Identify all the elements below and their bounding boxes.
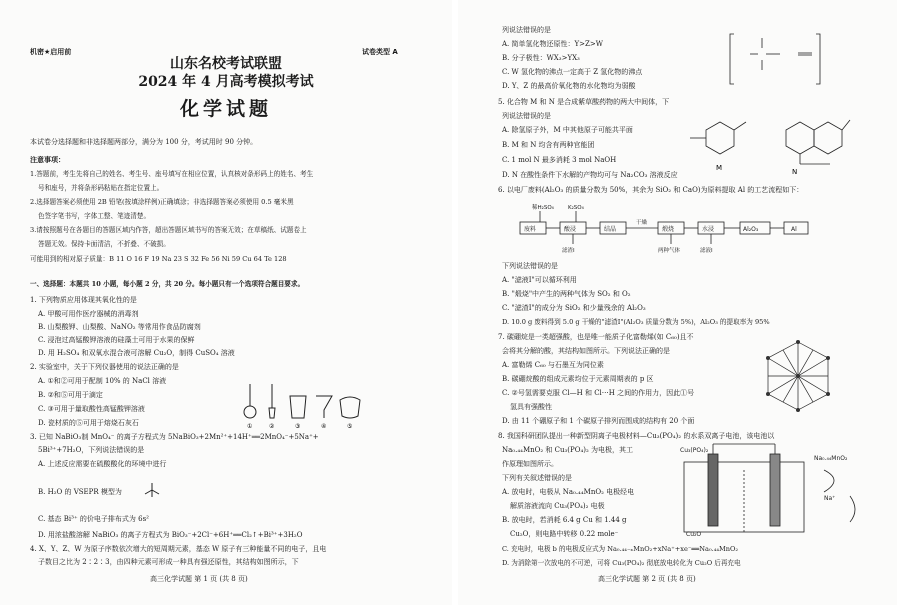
q4-structure-diagram <box>728 30 828 88</box>
q4-option-a: A. 简单氢化物还原性：Y>Z>W <box>502 40 603 48</box>
apparatus-label: ③ <box>295 423 301 430</box>
q2-option-b: B. ②和⑤可用于滴定 <box>38 391 103 399</box>
confidential-label: 机密★启用前 <box>30 48 72 56</box>
page-footer: 高三化学试题 第 2 页 (共 8 页) <box>598 575 696 583</box>
q5-option-b: B. M 和 N 均含有两种官能团 <box>502 141 595 149</box>
q5-option-c: C. 1 mol N 最多消耗 3 mol NaOH <box>502 156 617 164</box>
q7-option-c-cont: 氢具有强酸性 <box>510 403 552 411</box>
battery-label-cu2o: Cu₂O <box>686 531 702 538</box>
q6-option-d: D. 10.0 g 废料得到 5.0 g 干燥的"滤渣Ⅰ"(Al₂O₃ 质量分数为 5%)，Al₂O₃ 的提取率为 95% <box>502 318 770 326</box>
flow-label-dry: 干燥 <box>636 220 648 226</box>
q7-stem-cont: 会将其分解的酸，其结构如图所示。下列说法正确的是 <box>502 347 670 355</box>
q5-option-d: D. N 在酸性条件下水解的产物均可与 Na₂CO₃ 溶液反应 <box>502 171 678 179</box>
carborane-structure-diagram <box>758 336 838 416</box>
flow-output-residue: 滤渣Ⅰ <box>562 248 575 254</box>
q1-option-c: C. 浸泡过高锰酸钾溶液的硅藻土可用于水果的保鲜 <box>38 336 195 344</box>
battery-label-anode: Na₀.₄₄MnO₂ <box>814 455 848 462</box>
lab-apparatus-figure <box>238 382 368 430</box>
q2-option-c: C. ③可用于量取酸性高锰酸钾溶液 <box>38 405 145 413</box>
notice-title: 注意事项： <box>30 155 65 164</box>
q8-option-a: A. 放电时，电极从 Na₀.₄₄MnO₂ 电极经电 <box>502 488 635 496</box>
intro-text: 本试卷分选择题和非选择题两部分，满分为 100 分，考试用时 90 分钟。 <box>30 138 258 146</box>
question-7-stem: 7. 碳硼烷是一类超强酸，也是唯一能质子化富勒烯(如 C₆₀)且不 <box>498 333 694 341</box>
section-heading: 一、选择题：本题共 10 小题，每小题 2 分，共 20 分。每小题只有一个选项符合题目要求。 <box>30 280 305 288</box>
atomic-mass-line: 可能用到的相对原子质量：B 11 O 16 F 19 Na 23 S 32 Fe 56 Ni 59 Cu 64 Te 128 <box>30 255 287 263</box>
q1-option-b: B. 山梨酸钾、山梨酸、NaNO₂ 等常用作食品防腐剂 <box>38 323 201 331</box>
battery-label-ion: Na⁺ <box>824 495 836 502</box>
question-8-stem: 8. 我国科研团队提出一种新型阴离子电极材料—Cu₃(PO₄)₂ 的水系双离子电池，该电池以 <box>498 432 775 440</box>
q1-option-a: A. 甲酸可用作医疗器械的消毒剂 <box>38 310 139 318</box>
q4-stem-cont: 子数目之比为 2∶2∶3，由四种元素可形成一种具有强还原性，其结构如图所示，下 <box>38 558 299 566</box>
flow-box-waste: 废料 <box>524 226 537 233</box>
flow-box-aluminum: Al <box>791 226 797 233</box>
flow-box-alumina: Al₂O₃ <box>743 226 759 233</box>
q4-option-d: D. Y、Z 的最高价氧化物的水化物均为弱酸 <box>502 82 636 90</box>
q5-stem-cont: 列说法错误的是 <box>502 112 551 120</box>
q8-stem-cont: Na₀.₄₄MnO₂ 和 Cu₃(PO₄)₂ 为电极，其工 <box>502 446 634 454</box>
compound-m-label: M <box>716 164 723 172</box>
q3-option-b: B. H₂O 的 VSEPR 模型为 <box>38 488 122 496</box>
notice-line: 1.答题前，考生先将自己的姓名、考生号、座号填写在相应位置，认真核对条形码上的姓名、考生 <box>30 170 314 178</box>
question-5-stem: 5. 化合物 M 和 N 是合成紫草酸药物的两大中间体，下 <box>498 98 670 106</box>
q7-option-d: D. 由 11 个硼原子和 1 个碳原子排列而围成的结构有 20 个面 <box>502 417 695 425</box>
notice-line: 号和座号，并将条形码粘贴在指定位置上。 <box>38 184 164 192</box>
apparatus-label: ① <box>247 423 253 430</box>
q8-option-b-cont: Cu₂O，则电路中转移 0.22 mole⁻ <box>510 530 619 538</box>
q7-option-c: C. ②号氢需要克服 Cl—H 和 Cl⋯H 之间的作用力，因此①号 <box>502 389 695 397</box>
flow-box-acid-leach: 酸浸 <box>564 226 577 233</box>
q8-option-d: D. 为消除第一次放电的不可逆，可将 Cu₃(PO₄)₂ 彻底放电转化为 Cu₂O 后再充电 <box>502 559 741 567</box>
apparatus-label: ④ <box>321 423 327 430</box>
compound-m-n-structures <box>680 108 870 176</box>
q8-option-a-cont: 解质溶液流向 Cu₃(PO₄)₂ 电极 <box>510 502 605 510</box>
notice-line: 答题无效。保持卡面清洁，不折叠、不破损。 <box>38 240 170 248</box>
question-2-stem: 2. 实验室中，关于下列仪器使用的说法正确的是 <box>30 363 179 371</box>
alumina-process-flowchart <box>518 200 818 262</box>
q6-option-c: C. "滤渣Ⅰ"的成分为 SiO₂ 和少量残余的 Al₂O₃ <box>502 304 646 312</box>
vsepr-model-icon <box>143 482 161 498</box>
q6-option-b: B. "煅烧"中产生的两种气体为 SO₂ 和 O₂ <box>502 290 631 298</box>
flow-box-crystallize: 结晶 <box>604 226 617 233</box>
notice-line: 2.选择题答案必须使用 2B 铅笔(按填涂样例)正确填涂；非选择题答案必须使用 0.5 毫米黑 <box>30 198 294 206</box>
q2-option-d: D. 瓷材质的⑤可用于熔烧石灰石 <box>38 419 139 427</box>
flow-box-calcine: 煅烧 <box>662 226 675 233</box>
exam-date-title: 2024 年 4 月高考模拟考试 <box>138 74 314 90</box>
notice-line: 3.请按照题号在各题目的答题区域内作答，超出答题区域书写的答案无效；在草稿纸、试题卷上 <box>30 226 307 234</box>
q4-stem-end: 列说法错误的是 <box>502 26 551 34</box>
exam-org-title: 山东名校考试联盟 <box>170 56 282 72</box>
flow-box-water-leach: 水浸 <box>702 226 715 233</box>
question-3-stem: 3. 已知 NaBiO₃制 MnO₄⁻ 的离子方程式为 5NaBiO₃+2Mn²⁺+14H⁺══2MnO₄⁻+5Na⁺+ <box>30 433 319 441</box>
q4-option-c: C. W 氢化物的沸点一定高于 Z 氢化物的沸点 <box>502 68 643 76</box>
q6-option-a: A. "滤液Ⅰ"可以循环利用 <box>502 276 577 284</box>
q8-option-b: B. 放电时，若消耗 6.4 g Cu 和 1.44 g <box>502 516 627 524</box>
q3-option-a: A. 上述反应需要在硫酸酸化的环境中进行 <box>38 460 167 468</box>
q4-option-b: B. 分子极性：WX₃>YX₃ <box>502 54 580 62</box>
apparatus-label: ⑤ <box>347 423 353 430</box>
paper-type-label: 试卷类型 A <box>362 48 398 56</box>
q5-option-a: A. 除氢原子外，M 中其他原子可能共平面 <box>502 126 633 134</box>
page-footer: 高三化学试题 第 1 页 (共 8 页) <box>150 575 248 583</box>
q3-stem-cont: 5Bi³⁺+7H₂O，下列说法错误的是 <box>38 446 145 454</box>
q8-prompt: 下列有关叙述错误的是 <box>502 474 572 482</box>
q7-option-a: A. 富勒烯 C₆₀ 与石墨互为同位素 <box>502 361 604 369</box>
q7-option-b: B. 碳硼烷酸的组成元素均位于元素周期表的 p 区 <box>502 375 654 383</box>
question-4-stem: 4. X、Y、Z、W 为原子序数依次增大的短周期元素，基态 W 原子有三种能量不同的电子，且电 <box>30 545 327 553</box>
q6-prompt: 下列说法错误的是 <box>502 262 558 270</box>
flow-output-gases: 两种气体 <box>658 248 681 254</box>
q8-stem-cont: 作原理如图所示。 <box>502 460 558 468</box>
q8-option-c: C. 充电时，电极 b 的电极反应式为 Na₀.₄₄₋ₓMnO₂+xNa⁺+xe⁻══Na₀.₄₄MnO₂ <box>502 545 739 553</box>
q2-option-a: A. ①和②可用于配制 10% 的 NaCl 溶液 <box>38 377 167 385</box>
notice-line: 色签字笔书写，字体工整、笔迹清楚。 <box>38 212 151 220</box>
exam-page-2 <box>458 0 897 605</box>
question-6-stem: 6. 以电厂废料(Al₂O₃ 的质量分数为 50%，其余为 SiO₂ 和 CaO)为原料提取 Al 的工艺流程如下： <box>498 186 804 194</box>
compound-n-label: N <box>792 168 798 176</box>
flow-input-acid: 稀H₂SO₄ <box>532 205 554 211</box>
subject-title: 化学试题 <box>179 98 272 120</box>
q1-option-d: D. 用 H₂SO₄ 和双氧水混合液可溶解 Cu₂O，制得 CuSO₄ 溶液 <box>38 349 235 357</box>
flow-input-k2so4: K₂SO₄ <box>568 205 584 211</box>
battery-diagram <box>674 440 874 538</box>
apparatus-label: ② <box>269 423 275 430</box>
q3-option-c: C. 基态 Bi³⁺ 的价电子排布式为 6s² <box>38 515 149 523</box>
battery-label-cathode: Cu₃(PO₄)₂ <box>680 447 709 454</box>
question-1-stem: 1. 下列物质应用体现其氧化性的是 <box>30 296 137 304</box>
q3-option-d: D. 用浓盐酸溶解 NaBiO₃ 的离子方程式为 BiO₃⁻+2Cl⁻+6H⁺══Cl₂↑+Bi³⁺+3H₂O <box>38 531 303 539</box>
flow-output-filtrate: 滤液Ⅰ <box>700 248 713 254</box>
